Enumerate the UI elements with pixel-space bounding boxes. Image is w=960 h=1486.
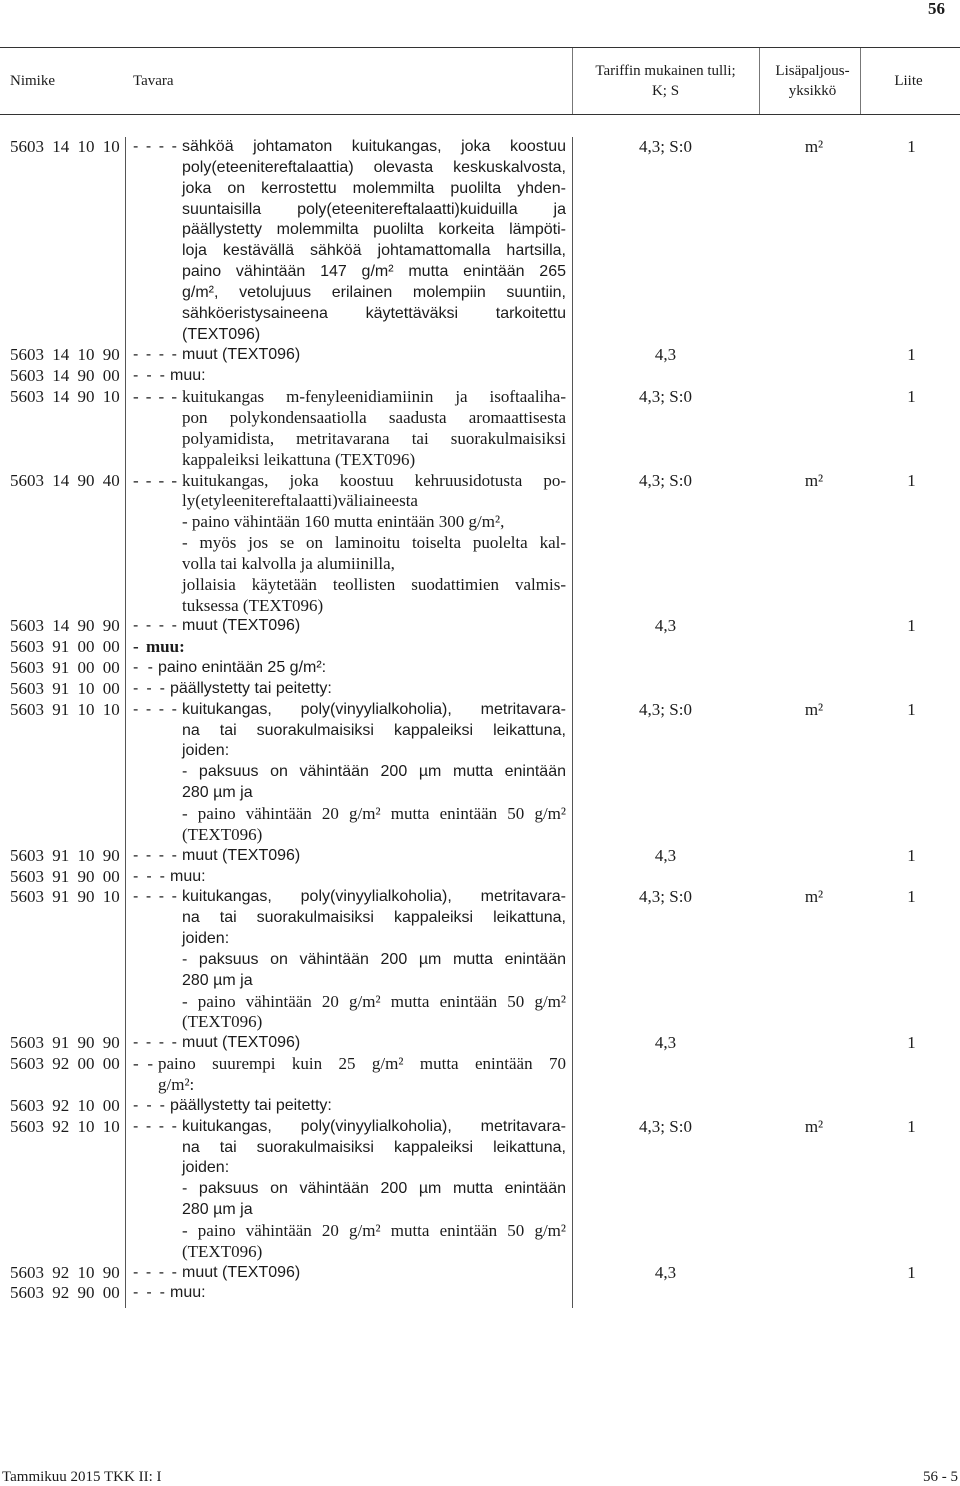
description-line: - paino vähintään 20 g/m² mutta enintään 50 g/m² <box>182 804 566 823</box>
supplementary-unit <box>759 616 863 637</box>
description-line: muut (TEXT096) <box>182 1034 301 1052</box>
description-paragraph <box>182 1263 566 1284</box>
tariff-code: 5603 14 90 40 <box>10 470 120 490</box>
description-line: 280 µm ja <box>182 784 253 802</box>
level-dashes: - - - - <box>133 346 177 364</box>
supplementary-unit <box>759 679 863 700</box>
description-paragraph <box>182 992 566 1034</box>
tariff-code: 5603 92 00 00 <box>10 1054 120 1074</box>
description-line: joiden: <box>182 1159 230 1177</box>
tariff-row <box>0 637 960 658</box>
description-line: sähköeristysaineena käytettäväksi tarkoitettu <box>182 304 566 322</box>
description-text <box>158 1054 566 1096</box>
header-unit-line2: yksikkö <box>788 83 837 99</box>
description-paragraph <box>170 679 566 700</box>
description-line: - paino vähintään 20 g/m² mutta enintään 50 g/m² <box>182 991 566 1011</box>
tariff-code: 5603 14 90 00 <box>10 366 120 386</box>
description-line: joiden: <box>182 742 230 760</box>
description-line: kuitukangas m-fenyleenidiamiinin ja isoftaaliha- <box>182 387 566 407</box>
description-line: - paksuus on vähintään 200 µm mutta enintään <box>182 763 566 781</box>
header-tariff <box>572 48 759 114</box>
tariff-table-body <box>0 137 960 1304</box>
level-dashes: - - - - <box>133 470 177 490</box>
description-line: 280 µm ja <box>182 1201 253 1219</box>
description-paragraph <box>182 1033 566 1054</box>
description-paragraph <box>182 345 566 366</box>
annex-number: 1 <box>907 1262 916 1282</box>
header-unit-line1: Lisäpaljous- <box>775 63 850 79</box>
description-paragraph <box>182 387 566 470</box>
level-dashes: - <box>133 637 139 657</box>
duty-rate <box>572 679 759 700</box>
description-line: - paino vähintään 160 mutta enintään 300 g/m², <box>182 512 505 532</box>
tariff-row <box>0 658 960 679</box>
description-text <box>182 700 566 846</box>
annex-number: 1 <box>907 137 916 156</box>
description-line: (TEXT096) <box>182 824 263 844</box>
duty-rate: 4,3 <box>654 1262 677 1282</box>
level-dashes: - - - - <box>133 1263 177 1281</box>
annex-number: 1 <box>907 1116 916 1136</box>
description-line: polyamidista, metritavarana tai suorakulmaisiksi <box>182 428 566 448</box>
level-dashes: - - - - <box>133 387 177 407</box>
description-paragraph <box>182 471 566 513</box>
duty-rate <box>572 366 759 387</box>
tariff-row <box>0 345 960 366</box>
description-text <box>182 846 566 867</box>
description-text <box>182 616 566 637</box>
description-line: na tai suorakulmaisiksi kappaleiksi leikattuna, <box>182 1138 566 1156</box>
description-line: muu: <box>170 1284 206 1302</box>
tariff-code: 5603 91 10 10 <box>10 699 120 719</box>
tariff-row <box>0 616 960 637</box>
description-text <box>182 345 566 366</box>
tariff-row <box>0 137 960 345</box>
description-text <box>146 637 566 658</box>
description-cell <box>125 637 572 658</box>
description-paragraph <box>182 1117 566 1180</box>
description-line: (TEXT096) <box>182 1012 263 1032</box>
description-line: kuitukangas, poly(vinyylialkoholia), metritavara- <box>182 888 566 906</box>
description-line: tuksessa (TEXT096) <box>182 595 324 615</box>
description-line: na tai suorakulmaisiksi kappaleiksi leikattuna, <box>182 909 566 927</box>
duty-rate <box>572 1054 759 1075</box>
description-line: (TEXT096) <box>182 325 261 343</box>
supplementary-unit <box>759 1054 863 1075</box>
tariff-row <box>0 1096 960 1117</box>
supplementary-unit <box>759 366 863 387</box>
tariff-row <box>0 1054 960 1096</box>
supplementary-unit <box>759 1283 863 1304</box>
annex-number: 1 <box>907 387 916 407</box>
description-text <box>182 137 566 345</box>
annex-number: 1 <box>907 845 916 865</box>
description-paragraph <box>158 1054 566 1096</box>
description-line: päällystetty tai peitetty: <box>170 679 332 697</box>
tariff-row <box>0 1033 960 1054</box>
description-text <box>170 366 566 387</box>
description-text <box>158 658 566 679</box>
description-line: jollaisia käytetään teollisten suodattimien valmis- <box>182 574 566 594</box>
description-line: loja kestävällä sähköä johtamattomalla hartsilla, <box>182 242 566 260</box>
description-paragraph <box>146 637 566 658</box>
header-tavara-label: Tavara <box>133 73 174 89</box>
tariff-row <box>0 679 960 700</box>
header-tariff-line2: K; S <box>651 83 680 99</box>
description-line: päällystetty molemmilta puolilta korkeita lämpöti- <box>182 221 566 239</box>
level-dashes: - - - - <box>133 1034 177 1052</box>
description-cell <box>125 1283 572 1304</box>
level-dashes: - - - - <box>133 138 177 155</box>
tariff-code: 5603 91 90 10 <box>10 887 120 907</box>
level-dashes: - - - - <box>133 617 177 635</box>
description-text <box>182 387 566 470</box>
annex-number <box>863 1096 960 1117</box>
description-line: ly(etyleenitereftalaatti)väliaineesta <box>182 491 418 511</box>
description-paragraph <box>182 950 566 992</box>
description-cell <box>125 679 572 700</box>
tariff-code: 5603 14 90 90 <box>10 616 120 636</box>
description-line: - paksuus on vähintään 200 µm mutta enintään <box>182 1180 566 1198</box>
description-text <box>182 1117 566 1263</box>
supplementary-unit: m² <box>804 887 824 907</box>
description-line: kuitukangas, poly(vinyylialkoholia), metritavara- <box>182 1117 566 1135</box>
description-paragraph <box>182 700 566 763</box>
description-cell <box>125 887 572 1033</box>
tariff-row <box>0 471 960 617</box>
description-paragraph <box>182 616 566 637</box>
supplementary-unit <box>759 1096 863 1117</box>
duty-rate <box>572 658 759 679</box>
duty-rate: 4,3 <box>654 1033 677 1053</box>
description-line: paino suurempi kuin 25 g/m² mutta enintään 70 <box>158 1054 566 1074</box>
description-line: g/m², vetolujuus erilainen molempiin suuntiin, <box>182 283 566 301</box>
level-dashes: - - - - <box>133 700 177 718</box>
level-dashes: - - <box>133 659 153 677</box>
tariff-code: 5603 14 90 10 <box>10 387 120 407</box>
level-dashes: - - - - <box>133 846 177 864</box>
description-line: volla tai kalvolla ja alumiinilla, <box>182 553 395 573</box>
description-line: päällystetty tai peitetty: <box>170 1096 332 1114</box>
description-cell <box>125 700 572 846</box>
duty-rate: 4,3; S:0 <box>639 387 692 407</box>
description-text <box>182 887 566 1033</box>
description-line: (TEXT096) <box>182 1241 263 1261</box>
tariff-row <box>0 1283 960 1304</box>
duty-rate <box>572 867 759 888</box>
annex-number: 1 <box>907 699 916 719</box>
annex-number: 1 <box>907 887 916 907</box>
description-paragraph <box>170 1096 566 1117</box>
tariff-row <box>0 700 960 846</box>
tariff-code: 5603 92 10 00 <box>10 1095 120 1115</box>
duty-rate <box>572 637 759 658</box>
description-paragraph <box>170 366 566 387</box>
annex-number: 1 <box>907 345 916 365</box>
description-cell <box>125 867 572 888</box>
supplementary-unit: m² <box>804 699 824 719</box>
level-dashes: - - <box>133 1054 153 1074</box>
level-dashes: - - - <box>133 1096 165 1114</box>
annex-number: 1 <box>907 616 916 636</box>
description-line: paino vähintään 147 g/m² mutta enintään 265 <box>182 263 566 281</box>
tariff-code: 5603 14 10 10 <box>10 137 120 156</box>
description-cell <box>125 1117 572 1263</box>
description-text <box>170 1283 566 1304</box>
tariff-row <box>0 867 960 888</box>
annex-number <box>863 658 960 679</box>
level-dashes: - - - <box>133 867 165 885</box>
tariff-row <box>0 1117 960 1263</box>
tariff-code: 5603 91 10 00 <box>10 678 120 698</box>
description-line: 280 µm ja <box>182 971 253 989</box>
description-line: - myös jos se on laminoitu toiselta puolelta kal- <box>182 533 566 553</box>
duty-rate: 4,3 <box>654 845 677 865</box>
tariff-code: 5603 91 00 00 <box>10 637 120 657</box>
annex-number <box>863 679 960 700</box>
description-line: muut (TEXT096) <box>182 346 301 364</box>
level-dashes: - - - - <box>133 1117 177 1135</box>
header-divider <box>759 48 760 114</box>
annex-number: 1 <box>907 1033 916 1053</box>
tariff-code: 5603 92 90 00 <box>10 1283 120 1303</box>
description-paragraph <box>182 533 566 575</box>
description-line: g/m²: <box>158 1074 195 1094</box>
tariff-code: 5603 92 10 90 <box>10 1262 120 1282</box>
supplementary-unit <box>759 1263 863 1284</box>
header-unit <box>765 48 860 114</box>
description-cell <box>125 1054 572 1096</box>
description-line: muut (TEXT096) <box>182 846 301 864</box>
header-nimike-label: Nimike <box>10 73 55 89</box>
tariff-code: 5603 92 10 10 <box>10 1116 120 1136</box>
description-paragraph <box>182 137 566 345</box>
annex-number <box>863 1283 960 1304</box>
description-paragraph <box>182 887 566 950</box>
supplementary-unit <box>759 846 863 867</box>
description-text <box>182 1033 566 1054</box>
description-line: sähköä johtamaton kuitukangas, joka koostuu <box>182 138 566 155</box>
duty-rate: 4,3 <box>654 616 677 636</box>
header-liite <box>860 48 957 114</box>
footer-edition: Tammikuu 2015 TKK II: I <box>2 1469 162 1485</box>
tariff-code: 5603 91 00 00 <box>10 658 120 678</box>
supplementary-unit <box>759 345 863 366</box>
description-paragraph <box>182 512 566 533</box>
header-tariff-line1: Tariffin mukainen tulli; <box>595 63 736 79</box>
tariff-code: 5603 91 90 90 <box>10 1033 120 1053</box>
description-text <box>182 1263 566 1284</box>
supplementary-unit <box>759 1033 863 1054</box>
tariff-code: 5603 14 10 90 <box>10 345 120 365</box>
description-line: poly(eteenitereftalaattia) olevasta keskuskalvosta, <box>182 158 566 176</box>
description-line: muu: <box>170 367 206 385</box>
description-line: joka on kerrostettu molemmilta puolilta yhden- <box>182 179 566 197</box>
description-line: pon polykondensaatiolla saadusta aromaattisesta <box>182 407 566 427</box>
description-line: muu: <box>170 867 206 885</box>
description-cell <box>125 1263 572 1284</box>
description-line: paino enintään 25 g/m²: <box>158 659 327 677</box>
description-paragraph <box>170 867 566 888</box>
level-dashes: - - - - <box>133 888 177 906</box>
description-text <box>170 867 566 888</box>
level-dashes: - - - <box>133 367 165 385</box>
description-paragraph <box>182 804 566 846</box>
description-cell <box>125 846 572 867</box>
description-line: - paino vähintään 20 g/m² mutta enintään 50 g/m² <box>182 1220 566 1240</box>
description-paragraph <box>170 1283 566 1304</box>
annex-number: 1 <box>907 470 916 490</box>
description-paragraph <box>182 575 566 617</box>
supplementary-unit <box>759 637 863 658</box>
supplementary-unit <box>759 387 863 408</box>
description-line: - paksuus on vähintään 200 µm mutta enintään <box>182 950 566 968</box>
level-dashes: - - - <box>133 1284 165 1302</box>
header-tavara <box>133 48 174 114</box>
description-text <box>170 679 566 700</box>
duty-rate: 4,3; S:0 <box>639 470 692 490</box>
footer-page-ref: 56 - 5 <box>923 1469 958 1485</box>
description-text <box>182 471 566 617</box>
description-cell <box>125 1096 572 1117</box>
description-cell <box>125 345 572 366</box>
description-cell <box>125 616 572 637</box>
supplementary-unit: m² <box>804 137 824 156</box>
table-header <box>0 47 960 115</box>
description-line: joiden: <box>182 930 230 948</box>
duty-rate: 4,3; S:0 <box>639 887 692 907</box>
header-liite-label: Liite <box>894 73 923 89</box>
description-paragraph <box>158 658 566 679</box>
tariff-row <box>0 1263 960 1284</box>
supplementary-unit: m² <box>804 1116 824 1136</box>
description-cell <box>125 137 572 345</box>
duty-rate: 4,3; S:0 <box>639 699 692 719</box>
tariff-row <box>0 846 960 867</box>
description-cell <box>125 471 572 617</box>
description-line: kuitukangas, joka koostuu kehruusidotusta po- <box>182 470 566 490</box>
duty-rate: 4,3 <box>654 345 677 365</box>
duty-rate <box>572 1096 759 1117</box>
description-cell <box>125 1033 572 1054</box>
tariff-row <box>0 887 960 1033</box>
supplementary-unit: m² <box>804 470 824 490</box>
description-cell <box>125 658 572 679</box>
annex-number <box>863 366 960 387</box>
tariff-row <box>0 366 960 387</box>
level-dashes: - - - <box>133 679 165 697</box>
duty-rate: 4,3; S:0 <box>639 137 692 156</box>
header-nimike <box>10 48 55 114</box>
description-paragraph <box>182 762 566 804</box>
annex-number <box>863 637 960 658</box>
supplementary-unit <box>759 658 863 679</box>
annex-number <box>863 1054 960 1075</box>
description-line: muut (TEXT096) <box>182 1263 301 1281</box>
description-text <box>170 1096 566 1117</box>
description-line: muut (TEXT096) <box>182 617 301 635</box>
tariff-code: 5603 91 90 00 <box>10 866 120 886</box>
description-line: suuntaisilla poly(eteenitereftalaatti)kuiduilla ja <box>182 200 566 218</box>
tariff-row <box>0 387 960 470</box>
description-line: na tai suorakulmaisiksi kappaleiksi leikattuna, <box>182 721 566 739</box>
description-paragraph <box>182 1179 566 1221</box>
description-line: kuitukangas, poly(vinyylialkoholia), metritavara- <box>182 700 566 718</box>
duty-rate: 4,3; S:0 <box>639 1116 692 1136</box>
description-paragraph <box>182 1221 566 1263</box>
supplementary-unit <box>759 867 863 888</box>
duty-rate <box>572 1283 759 1304</box>
tariff-code: 5603 91 10 90 <box>10 845 120 865</box>
description-cell <box>125 366 572 387</box>
description-cell <box>125 387 572 470</box>
page-number: 56 <box>928 0 945 18</box>
description-line: kappaleiksi leikattuna (TEXT096) <box>182 449 416 469</box>
description-paragraph <box>182 846 566 867</box>
description-line: muu: <box>146 637 185 657</box>
annex-number <box>863 867 960 888</box>
